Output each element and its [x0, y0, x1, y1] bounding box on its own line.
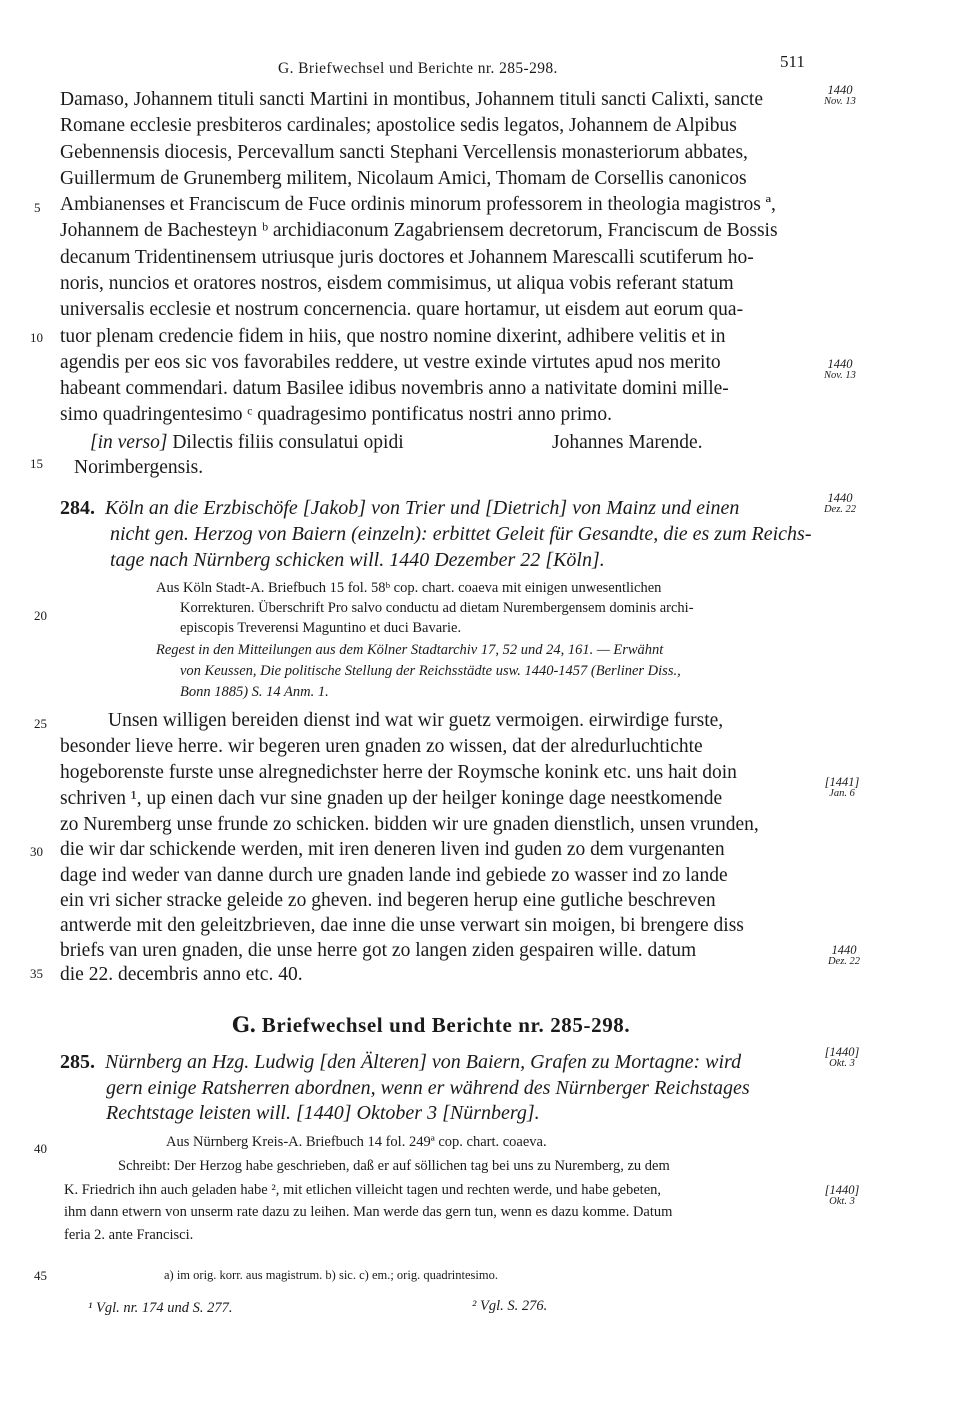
text-line: schriven ¹, up einen dach vur sine gnaden up der heilger koninge dage neestkomende — [60, 788, 723, 809]
entry-title-line: 285. Nürnberg an Hzg. Ludwig [den Älteren] von Baiern, Grafen zu Mortagne: wird — [60, 1051, 742, 1073]
margin-date-note: 1440 Nov. 13 — [824, 357, 856, 381]
summary-line: K. Friedrich ihn auch geladen habe ², mit etlichen villeicht tagen und rechten werde, und habe gebeten, — [64, 1182, 662, 1198]
text-line: habeant commendari. datum Basilee idibus novembris anno a nativitate domini mille- — [60, 378, 729, 399]
text-line: Ambianenses et Franciscum de Fuce ordinis minorum professorem in theologia magistros ª, — [60, 194, 776, 215]
text-line: Damaso, Johannem tituli sancti Martini in montibus, Johannem tituli sancti Calixti, sancte — [60, 89, 763, 110]
margin-date-note: [1440] Okt. 3 — [824, 1045, 860, 1069]
source-note: Aus Nürnberg Kreis-A. Briefbuch 14 fol. 249ª cop. chart. coaeva. — [166, 1134, 547, 1150]
text-line: universalis ecclesie et nostrum concernencia. quare hortamur, ut eisdem aut eorum qua- — [60, 299, 744, 320]
text-line: antwerde mit den geleitzbrieven, dae inne die unse verwart sin moigen, bi brengere diss — [60, 915, 744, 936]
line-number: 20 — [34, 608, 47, 623]
entry-title-line: Rechtstage leisten will. [1440] Oktober 3 [Nürnberg]. — [106, 1102, 540, 1124]
entry-title-line: 284. Köln an die Erzbischöfe [Jakob] von Trier und [Dietrich] von Mainz und einen — [60, 497, 740, 519]
in-verso-note: [in verso] — [90, 432, 168, 453]
section-heading — [232, 1013, 630, 1037]
page-number: 511 — [780, 52, 805, 71]
address-text: Dilectis filiis consulatui opidi — [172, 432, 404, 453]
entry-number: 284. — [60, 497, 95, 519]
address-line-2: Norimbergensis. — [74, 457, 204, 478]
line-number: 5 — [34, 200, 41, 215]
footnote-1: ¹ Vgl. nr. 174 und S. 277. — [88, 1300, 233, 1316]
margin-date-note: 1440 Nov. 13 — [824, 83, 856, 107]
line-number: 10 — [30, 330, 43, 345]
text-line: ein vri sicher stracke geleide zo gheven. ind begeren herup eine gutliche beschreven — [60, 890, 716, 911]
address-line — [90, 431, 404, 455]
text-line: besonder lieve herre. wir begeren uren gnaden zo wissen, dat der alredurluchtichte — [60, 736, 703, 757]
text-line: die wir dar schickende werden, mit iren deneren liven ind guden zo dem vurgenanten — [60, 839, 725, 860]
footnote-2: ² Vgl. S. 276. — [472, 1298, 548, 1314]
margin-date-note: [1440] Okt. 3 — [824, 1183, 860, 1207]
regest-note: Regest in den Mitteilungen aus dem Kölner Stadtarchiv 17, 52 und 24, 161. — Erwähnt — [156, 642, 664, 658]
text-line: die 22. decembris anno etc. 40. — [60, 964, 303, 985]
text-line: Johannem de Bachesteyn ᵇ archidiaconum Zagabriensem decretorum, Franciscum de Bossis — [60, 220, 778, 241]
summary-line: feria 2. ante Francisci. — [64, 1227, 194, 1243]
text-line: simo quadringentesimo ᶜ quadragesimo pontificatus nostri anno primo. — [60, 404, 612, 425]
source-note: Aus Köln Stadt-A. Briefbuch 15 fol. 58ᵇ cop. chart. coaeva mit einigen unwesentlichen — [156, 580, 662, 596]
margin-date-note: 1440 Dez. 22 — [827, 943, 861, 967]
summary-line: Schreibt: Der Herzog habe geschrieben, daß er auf söllichen tag bei uns zu Nuremberg, zu dem — [118, 1158, 670, 1174]
text-line: agendis per eos sic vos favorabiles reddere, ut vestre exinde virtutes apud nos merito — [60, 352, 721, 373]
section-title: Briefwechsel und Berichte nr. 285-298. — [261, 1013, 631, 1037]
text-line: briefs van uren gnaden, die unse herre got zo langen ziden gespairen wille. datum — [60, 940, 697, 961]
text-line: hogeborenste furste unse alregnedichster herre der Roymsche konink etc. uns hait doin — [60, 762, 737, 783]
summary-line: ihm dann etwern von unserm rate dazu zu leihen. Man werde das gern tun, wenn es dazu komme. Datum — [64, 1204, 673, 1220]
entry-number: 285. — [60, 1051, 95, 1073]
source-note: Korrekturen. Überschrift Pro salvo conductu ad dietam Nurembergensem dominis archi- — [180, 600, 694, 616]
text-line: zo Nuremberg unse frunde zo schicken. bidden wir ure gnaden dienstlich, unsen vrunden, — [60, 814, 759, 835]
signature: Johannes Marende. — [552, 432, 703, 453]
line-number: 15 — [30, 456, 43, 471]
text-line: Unsen willigen bereiden dienst ind wat wir guetz vermoigen. eirwirdige furste, — [108, 710, 724, 731]
line-number: 45 — [34, 1268, 47, 1283]
running-head: G. Briefwechsel und Berichte nr. 285-298. — [278, 60, 558, 77]
line-number: 25 — [34, 716, 47, 731]
section-letter: G. — [232, 1012, 257, 1037]
entry-title-line: tage nach Nürnberg schicken will. 1440 Dezember 22 [Köln]. — [110, 549, 605, 571]
regest-note: Bonn 1885) S. 14 Anm. 1. — [180, 684, 329, 700]
text-line: decanum Tridentinensem utriusque juris doctores et Johannem Marescalli scutiferum ho- — [60, 247, 754, 268]
text-line: dage ind weder van danne durch ure gnaden lande ind gebiede zo wasser ind zo lande — [60, 865, 728, 886]
text-line: Gebennensis diocesis, Percevallum sancti Stephani Vercellensis monasteriorum abbates, — [60, 142, 748, 163]
text-line: Guillermum de Grunemberg militem, Nicolaum Amici, Thomam de Corsellis canonicos — [60, 168, 747, 189]
margin-date-note: [1441] Jan. 6 — [824, 775, 860, 799]
entry-title-line: nicht gen. Herzog von Baiern (einzeln): erbittet Geleit für Gesandte, die es zum Reichs- — [110, 523, 812, 545]
critical-apparatus: a) im orig. korr. aus magistrum. b) sic. c) em.; orig. quadrintesimo. — [164, 1268, 498, 1282]
regest-note: von Keussen, Die politische Stellung der Reichsstädte usw. 1440-1457 (Berliner Diss., — [180, 663, 681, 679]
line-number: 40 — [34, 1141, 47, 1156]
text-line: noris, nuncios et oratores nostros, eisdem commisimus, ut aliqua vobis referant statum — [60, 273, 734, 294]
margin-date-note: 1440 Dez. 22 — [823, 491, 857, 515]
text-line: Romane ecclesie presbiteros cardinales; apostolice sedis legatos, Johannem de Alpibus — [60, 115, 737, 136]
entry-title-line: gern einige Ratsherren abordnen, wenn er während des Nürnberger Reichstages — [106, 1077, 750, 1099]
source-note: episcopis Treverensi Maguntino et duci Bavarie. — [180, 620, 462, 636]
line-number: 35 — [30, 966, 43, 981]
text-line: tuor plenam credencie fidem in hiis, que nostro nomine dixerint, adhibere velitis et in — [60, 326, 726, 347]
line-number: 30 — [30, 844, 43, 859]
